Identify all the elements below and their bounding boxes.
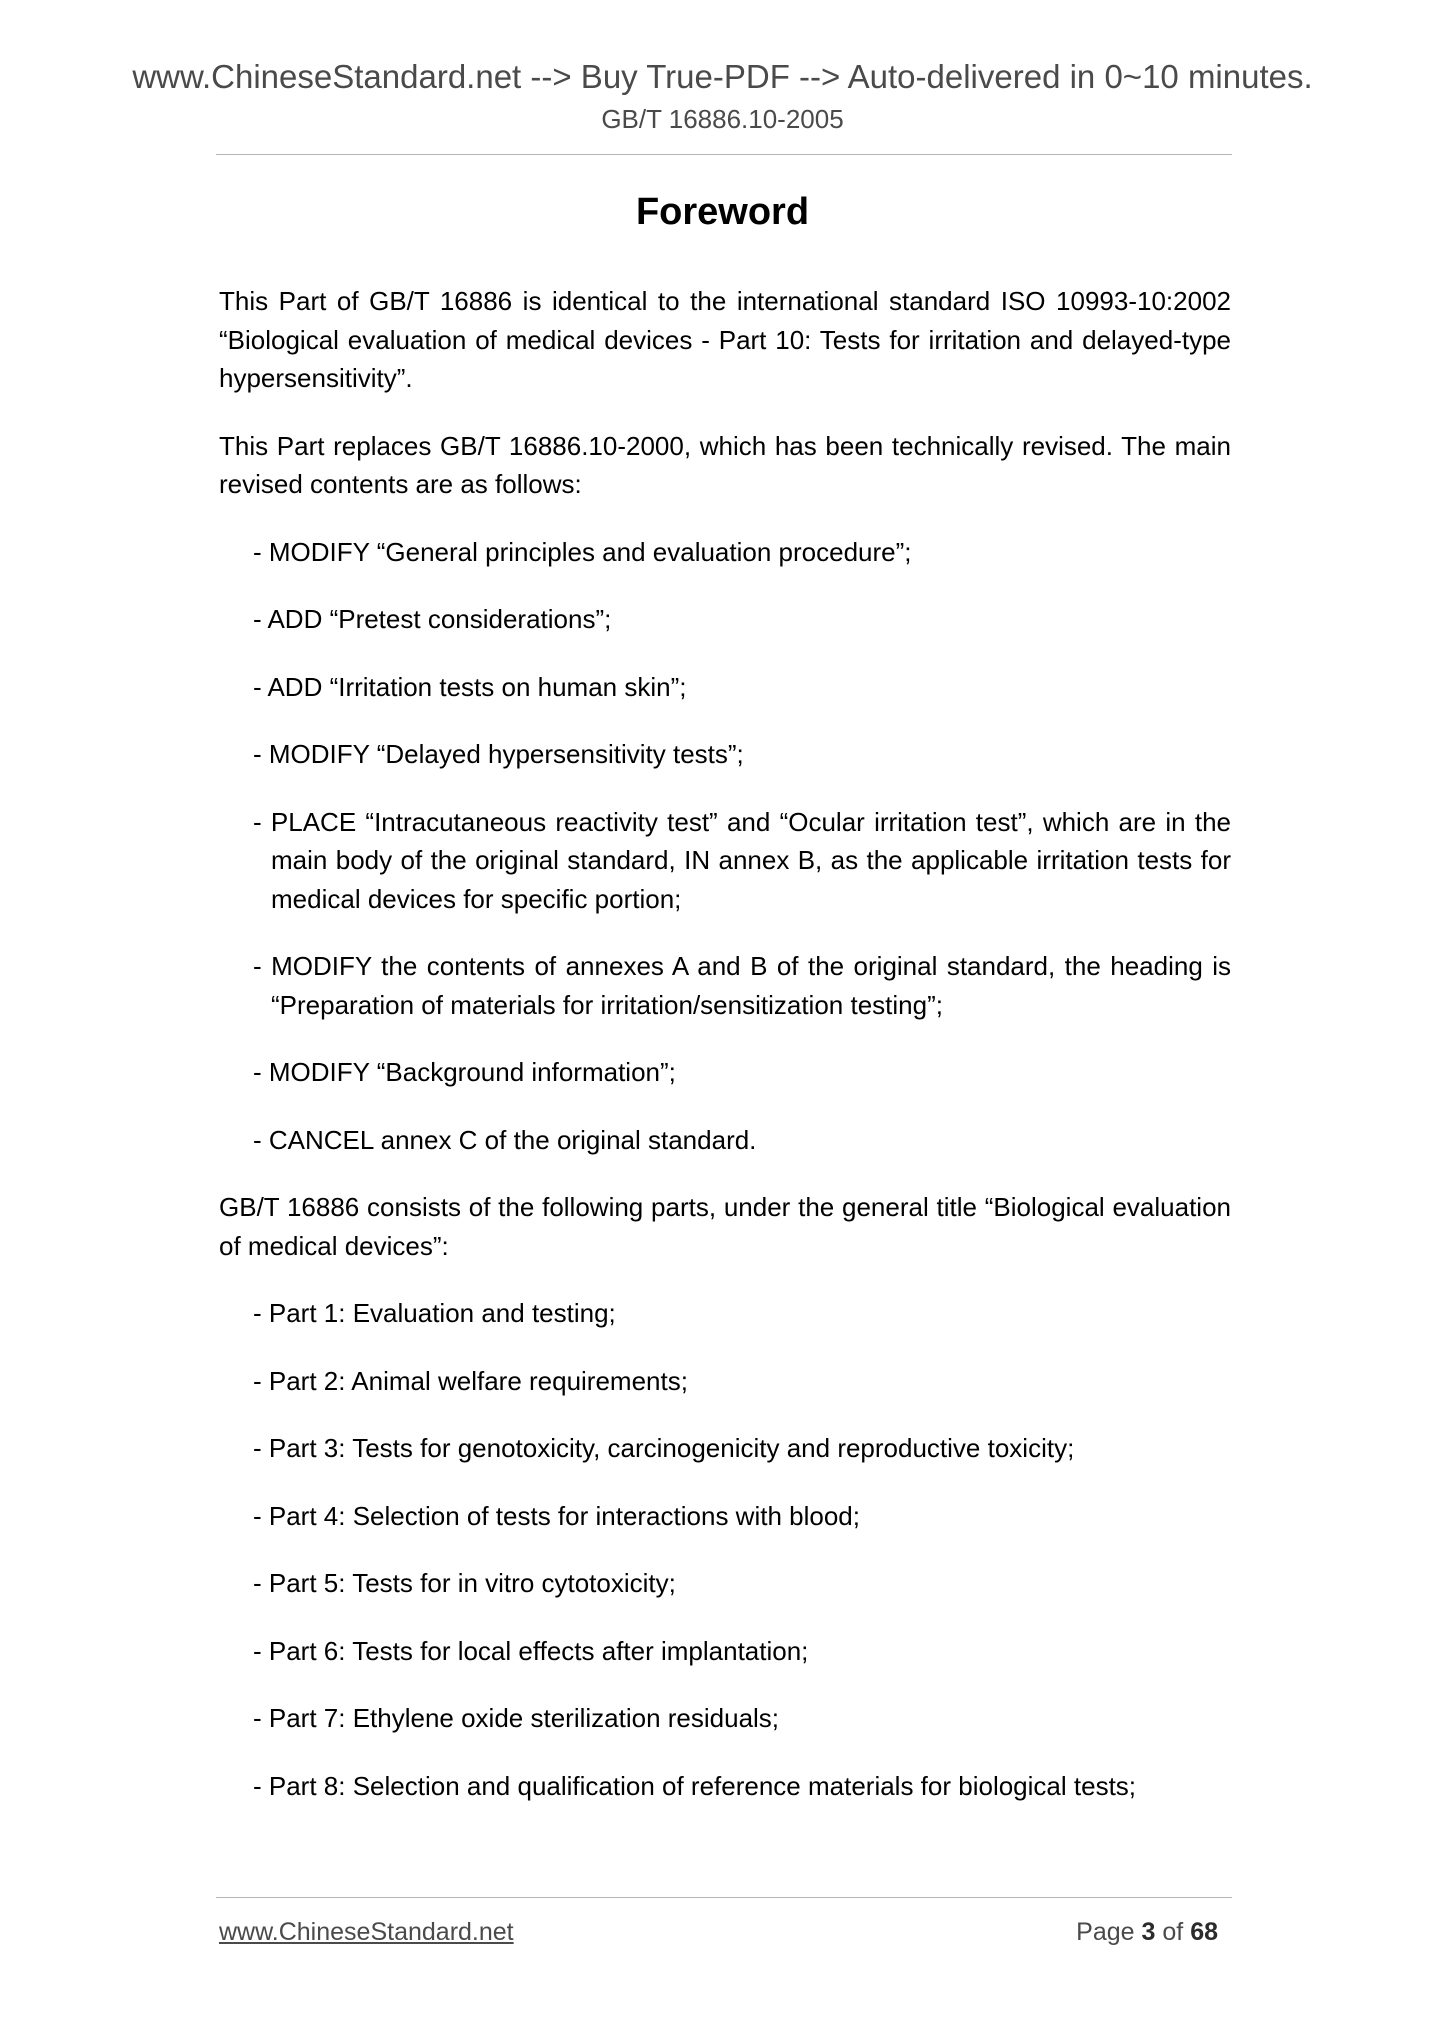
header-standard-number: GB/T 16886.10-2005 — [601, 104, 844, 134]
list-item: - CANCEL annex C of the original standard. — [253, 1124, 757, 1155]
list-item: - Part 1: Evaluation and testing; — [253, 1298, 616, 1328]
list-item: - Part 4: Selection of tests for interactions with blood; — [253, 1500, 860, 1531]
page-current: 3 — [1141, 1918, 1156, 1946]
list-item: - MODIFY “Background information”; — [253, 1057, 676, 1087]
intro-paragraph: This Part of GB/T 16886 is identical to the international standard ISO 10993-10:2002 “Biological evaluation of medical devices - Part 10: Tests for irritation and delayed-type hypersensitivity”. — [219, 286, 1231, 393]
footer-divider — [216, 1897, 1232, 1898]
page-title: Foreword — [635, 191, 810, 233]
revised-contents-list — [219, 533, 1231, 1160]
list-item: - MODIFY “Delayed hypersensitivity tests”; — [253, 739, 744, 769]
list-item: - MODIFY “General principles and evaluation procedure”; — [253, 536, 912, 567]
replaces-paragraph: This Part replaces GB/T 16886.10-2000, which has been technically revised. The main revised contents are as follows: — [219, 430, 1231, 499]
list-item: - Part 3: Tests for genotoxicity, carcinogenicity and reproductive toxicity; — [253, 1433, 1075, 1463]
header-divider — [216, 154, 1232, 155]
page-label: Page — [1076, 1918, 1135, 1946]
page-total: 68 — [1190, 1918, 1218, 1946]
parts-list — [219, 1294, 1231, 1805]
list-item: - Part 5: Tests for in vitro cytotoxicity; — [253, 1568, 676, 1598]
list-item: - Part 2: Animal welfare requirements; — [253, 1365, 688, 1396]
consists-paragraph: GB/T 16886 consists of the following parts, under the general title “Biological evaluation of medical devices”: — [219, 1192, 1231, 1261]
list-item: - Part 7: Ethylene oxide sterilization residuals; — [253, 1703, 780, 1733]
page-of: of — [1162, 1918, 1184, 1946]
list-item: - ADD “Irritation tests on human skin”; — [253, 671, 687, 702]
footer-website-link[interactable]: www.ChineseStandard.net — [219, 1918, 514, 1946]
list-item: - MODIFY the contents of annexes A and B of the original standard, the heading is “Preparation of materials for irritation/sensitization testing”; — [253, 951, 1231, 1020]
list-item: - PLACE “Intracutaneous reactivity test” and “Ocular irritation test”, which are in the main body of the original standard, IN annex B, as the applicable irritation tests for medical devices for specific portion; — [253, 806, 1231, 914]
document-body — [219, 282, 1231, 1834]
list-item: - Part 6: Tests for local effects after implantation; — [253, 1635, 809, 1666]
list-item: - Part 8: Selection and qualification of reference materials for biological tests; — [253, 1770, 1137, 1801]
page-number — [1000, 1918, 1218, 1947]
list-item: - ADD “Pretest considerations”; — [253, 604, 612, 634]
header-banner: www.ChineseStandard.net --> Buy True-PDF --> Auto-delivered in 0~10 minutes. — [132, 58, 1313, 95]
